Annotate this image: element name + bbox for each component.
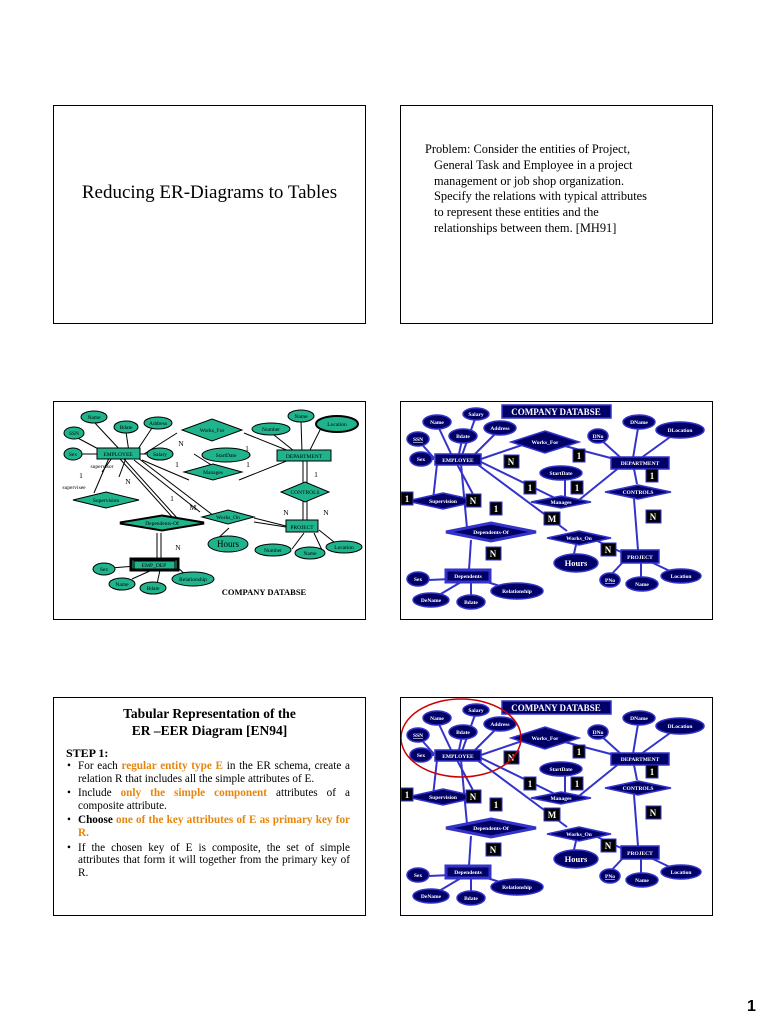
er-diagram-teal xyxy=(54,402,365,619)
entity-emp-dep: EMP_DEP xyxy=(141,563,167,569)
attr-hours: Hours xyxy=(217,539,239,549)
attr-salary: Salary xyxy=(468,412,484,418)
attr-dename: DeName xyxy=(420,894,442,900)
card-1: 1 xyxy=(576,451,582,461)
rel-works-on: Works_On xyxy=(566,536,592,542)
attr-hours: Hours xyxy=(564,558,588,568)
entity-dependents: Dependents xyxy=(454,870,482,876)
rel-controls: CONTROLS xyxy=(622,490,654,496)
slide-tabular xyxy=(53,697,366,916)
card-1: 1 xyxy=(175,460,179,469)
bullet-text: in the ER schema, create a relation R that includes all the simple attributes of E. xyxy=(78,760,350,785)
card-1: 1 xyxy=(404,494,410,504)
card-n: N xyxy=(469,496,477,506)
card-m: M xyxy=(547,810,557,820)
rel-works-for: Works_For xyxy=(531,440,559,446)
attr-dname: DName xyxy=(630,420,648,426)
bullet-text: Include xyxy=(78,787,121,800)
heading-line: Tabular Representation of the xyxy=(123,706,296,721)
slide-company-diagram xyxy=(400,401,713,620)
rel-works-on: Works_On xyxy=(216,515,240,521)
card-1: 1 xyxy=(170,494,174,503)
bullet-list xyxy=(66,760,350,881)
card-1: 1 xyxy=(574,779,580,789)
attr-name: Name xyxy=(430,716,444,722)
highlight-text: regular entity type E xyxy=(121,760,223,772)
card-1: 1 xyxy=(527,483,533,493)
attr-dno: DNo xyxy=(592,730,604,736)
attr-dep-bdate: Bdate xyxy=(146,586,160,592)
attr-ssn: SSN xyxy=(412,733,424,739)
rel-manages: Manages xyxy=(550,796,572,802)
attr-relationship: Relationship xyxy=(502,885,532,891)
attr-hours: Hours xyxy=(564,854,588,864)
bullet-item xyxy=(78,814,350,839)
bullet-item xyxy=(78,760,350,785)
attr-sex: Sex xyxy=(416,457,426,463)
entity-department: DEPARTMENT xyxy=(620,757,660,763)
attr-dno: DNo xyxy=(592,434,604,440)
rel-dependents-of: Dependents-Of xyxy=(145,521,179,527)
bullet-item xyxy=(78,787,350,812)
card-1: 1 xyxy=(527,779,533,789)
card-n: N xyxy=(323,508,329,517)
attr-number: Number xyxy=(261,427,281,433)
card-1: 1 xyxy=(574,483,580,493)
entity-employee: EMPLOYEE xyxy=(442,458,474,464)
card-n: N xyxy=(178,439,184,448)
entity-employee: EMPLOYEE xyxy=(103,452,133,458)
entity-dependents: Dependents xyxy=(454,574,482,580)
attr-startdate: StartDate xyxy=(549,767,573,773)
attr-proj-name: Name xyxy=(303,551,317,557)
attr-proj-number: Number xyxy=(263,548,283,554)
attr-startdate: StartDate xyxy=(549,471,573,477)
page-number: 1 xyxy=(747,998,756,1015)
slide-title xyxy=(53,105,366,324)
attr-ssn: SSN xyxy=(68,431,80,437)
card-n: N xyxy=(489,549,497,559)
attr-dep-sex: Sex xyxy=(413,577,423,583)
attr-ssn: SSN xyxy=(412,437,424,443)
attr-name: Name xyxy=(87,415,101,421)
attr-dlocation: DLocation xyxy=(667,724,693,730)
card-n: N xyxy=(507,457,515,467)
card-n: N xyxy=(604,841,612,851)
attr-sex: Sex xyxy=(68,452,78,458)
attr-address: Address xyxy=(490,426,510,432)
attr-dep-bdate: Bdate xyxy=(464,600,478,606)
diagram-title: COMPANY DATABSE xyxy=(511,407,601,417)
card-n: N xyxy=(489,845,497,855)
card-1: 1 xyxy=(493,800,499,810)
attr-location: Location xyxy=(670,574,692,580)
entity-project: PROJECT xyxy=(290,525,314,531)
card-m: M xyxy=(547,514,557,524)
attr-startdate: StartDate xyxy=(215,453,237,459)
slide-title-text: Reducing ER-Diagrams to Tables xyxy=(81,182,338,203)
role-supervisee: supervisee xyxy=(62,485,86,491)
attr-dep-sex: Sex xyxy=(413,873,423,879)
attr-salary: Salary xyxy=(468,708,484,714)
problem-line: General Task and Employee in a project xyxy=(434,157,633,172)
entity-department: DEPARTMENT xyxy=(620,461,660,467)
entity-department: DEPARTMENT xyxy=(285,454,323,460)
company-diagram xyxy=(401,402,712,619)
card-1: 1 xyxy=(404,790,410,800)
attr-dlocation: DLocation xyxy=(667,428,693,434)
attr-project-name: Name xyxy=(635,878,649,884)
attr-location: Location xyxy=(327,422,347,428)
role-supervisor: supervisor xyxy=(90,464,114,470)
attr-dname: DName xyxy=(630,716,648,722)
attr-dename: DeName xyxy=(420,598,442,604)
card-1: 1 xyxy=(576,747,582,757)
rel-supervision: Supervision xyxy=(429,795,457,801)
rel-dependents-of: Dependents-Of xyxy=(473,530,509,536)
card-n: N xyxy=(283,508,289,517)
attr-dep-bdate: Bdate xyxy=(464,896,478,902)
attr-bdate: Bdate xyxy=(456,434,470,440)
card-1: 1 xyxy=(245,444,249,453)
rel-works-for: Works_For xyxy=(199,428,225,434)
bullet-text: For each xyxy=(78,760,122,772)
card-1: 1 xyxy=(246,460,250,469)
company-diagram-highlighted xyxy=(401,698,712,915)
attr-salary: Salary xyxy=(152,452,168,458)
card-n: N xyxy=(125,477,131,486)
card-1: 1 xyxy=(649,767,655,777)
card-1: 1 xyxy=(79,471,83,480)
rel-supervision: Supervision xyxy=(429,499,457,505)
slide-problem xyxy=(400,105,713,324)
card-n: N xyxy=(507,753,515,763)
problem-line: Problem: Consider the entities of Project, xyxy=(425,142,631,156)
card-n: N xyxy=(175,543,181,552)
highlight-text: only the simple component xyxy=(120,787,267,800)
rel-controls: CONTROLS xyxy=(290,490,320,496)
step-label: STEP 1: xyxy=(66,746,109,760)
problem-line: management or job shop organization. xyxy=(434,173,625,188)
attr-name: Name xyxy=(430,420,444,426)
rel-supervision: Supervision xyxy=(92,498,120,504)
problem-line: to represent these entities and the xyxy=(434,205,599,220)
card-m: M xyxy=(189,503,197,512)
attr-sex: Sex xyxy=(416,753,426,759)
attr-location: Location xyxy=(670,870,692,876)
card-1: 1 xyxy=(493,504,499,514)
entity-project: PROJECT xyxy=(627,555,653,561)
card-n: N xyxy=(604,545,612,555)
card-n: N xyxy=(469,792,477,802)
entity-employee: EMPLOYEE xyxy=(442,754,474,760)
rel-dependents-of: Dependents-Of xyxy=(473,826,509,832)
heading-line: ER –EER Diagram [EN94] xyxy=(131,723,288,738)
bullet-text: attributes of a composite attribute. xyxy=(78,787,350,812)
bullet-text: Choose xyxy=(78,814,117,827)
attr-project-name: Name xyxy=(635,582,649,588)
card-1: 1 xyxy=(649,471,655,481)
attr-address: Address xyxy=(490,722,510,728)
problem-text xyxy=(425,142,695,237)
card-n: N xyxy=(649,512,657,522)
attr-bdate: Bdate xyxy=(456,730,470,736)
attr-bdate: Bdate xyxy=(119,425,133,431)
bullet-item xyxy=(78,842,350,880)
rel-works-on: Works_On xyxy=(566,832,592,838)
entity-project: PROJECT xyxy=(627,851,653,857)
problem-line: Specify the relations with typical attributes xyxy=(434,189,647,204)
attr-relationship: Relationship xyxy=(502,589,532,595)
card-n: N xyxy=(649,808,657,818)
attr-dep-sex: Sex xyxy=(99,567,109,573)
slide-er-diagram-teal xyxy=(53,401,366,620)
highlight-text: one of the key attributes of E as primary key for R. xyxy=(78,814,350,839)
attr-dept-name: Name xyxy=(294,414,308,420)
rel-works-for: Works_For xyxy=(531,736,559,742)
problem-line: relationships between them. [MH91] xyxy=(434,220,617,235)
rel-manages: Manages xyxy=(203,470,223,476)
diagram-caption: COMPANY DATABSE xyxy=(221,587,307,597)
attr-proj-location: Location xyxy=(334,545,354,551)
attr-relationship: Relationship xyxy=(179,577,207,583)
card-1: 1 xyxy=(314,470,318,479)
rel-manages: Manages xyxy=(550,500,572,506)
attr-pno: PNo xyxy=(604,578,616,584)
attr-pno: PNo xyxy=(604,874,616,880)
attr-address: Address xyxy=(148,421,168,427)
slide-company-diagram-highlighted xyxy=(400,697,713,916)
bullet-text: If the chosen key of E is composite, the set of simple attributes that form it will together from the primary key of R. xyxy=(78,841,350,879)
rel-controls: CONTROLS xyxy=(622,786,654,792)
diagram-title: COMPANY DATABSE xyxy=(511,703,601,713)
slide-heading xyxy=(54,705,365,739)
attr-dep-name: Name xyxy=(115,582,129,588)
